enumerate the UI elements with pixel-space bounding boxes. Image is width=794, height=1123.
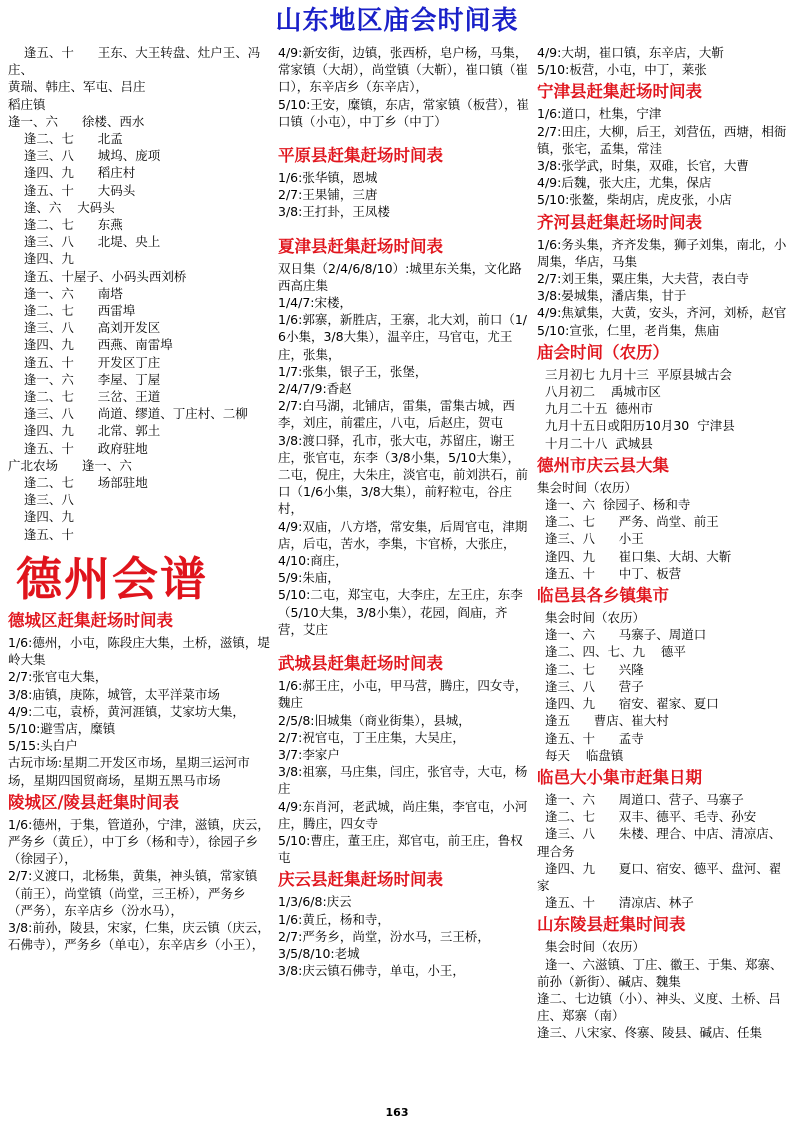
schedule-line: 3/8:庙镇，庚陈，城管，太平洋菜市场 (8, 686, 220, 702)
schedule-line: 4/9:后魏，张大庄，尤集，保店 (537, 175, 712, 191)
schedule-line: 2/7:严务乡，尚堂，汾水马，三王桥， (278, 928, 490, 944)
schedule-line: 逢三、八 北堤、央上 (8, 234, 161, 250)
schedule-line: 5/10:宣张，仁里，老肖集，焦庙 (537, 322, 720, 338)
schedule-line: 1/3/6/8:庆云 (278, 894, 352, 910)
schedule-line: 逢三、八宋家、佟寨、陵县、碱店、任集 (537, 1025, 763, 1041)
schedule-list (537, 791, 789, 911)
schedule-list (278, 260, 530, 638)
schedule-line: 逢二、七边镇（小）、神头、义度、土桥、吕庄、郑寨（南） (537, 990, 781, 1024)
column-1 (8, 44, 270, 953)
schedule-line: 广北农场 逢一、六 (8, 457, 132, 473)
page-title: 山东地区庙会时间表 (275, 6, 519, 36)
schedule-line: 逢一、六 南塔 (8, 285, 123, 301)
schedule-line: 逢五、十 (8, 526, 74, 542)
schedule-line: 5/10:二屯，郑宝屯，大李庄，左王庄，东李（5/10大集，3/8小集），花园，阎庙，齐营，艾庄 (278, 587, 523, 637)
schedule-line: 4/9:焦斌集，大黄，安头，齐河，刘桥，赵官 (537, 305, 787, 321)
schedule-line: 集会时间（农历） (537, 479, 638, 495)
schedule-line: 2/5/8:旧城集（商业街集），县城， (278, 712, 471, 728)
schedule-line: 5/10:避雪店，糜镇 (8, 720, 116, 736)
schedule-list (8, 634, 270, 789)
schedule-line: 3/8:前孙，陵县，宋家，仁集，庆云镇（庆云，石佛寺），严务乡（单屯），东辛店乡（小王）， (8, 919, 270, 953)
schedule-line: 1/4/7:宋楼， (278, 295, 352, 311)
schedule-line: 逢一、六 李屋、丁屋 (8, 371, 161, 387)
schedule-list (537, 236, 789, 339)
section-heading-lingcheng: 陵城区/陵县赶集时间表 (8, 792, 180, 812)
column-2 (278, 44, 530, 979)
schedule-line: 逢五、十 孟寺 (537, 730, 644, 746)
schedule-line: 5/10:曹庄，董王庄，郑官屯，前王庄，鲁权屯 (278, 832, 523, 866)
section-heading-linyi: 临邑县各乡镇集市 (537, 586, 669, 606)
schedule-line: 逢一、六 徐园子、杨和寺 (537, 497, 691, 513)
schedule-line: 2/7:白马湖，北铺店，雷集，雷集古城，西李，刘庄，前霍庄，八屯，后赵庄，贺屯 (278, 398, 515, 431)
schedule-line: 逢二、七 北孟 (8, 131, 123, 147)
schedule-line: 逢四、九 宿安、翟家、夏口 (537, 696, 719, 712)
schedule-line: 逢五、十 中丁、板营 (537, 565, 682, 581)
section-heading-linyi-dates: 临邑大小集市赶集日期 (537, 767, 702, 787)
schedule-line: 1/6:务头集，齐齐发集，狮子刘集，南北，小周集，华店，马集 (537, 236, 787, 269)
schedule-list (8, 816, 270, 954)
schedule-line: 1/6:张华镇，恩城 (278, 170, 378, 186)
schedule-line: 逢四、九 稻庄村 (8, 165, 136, 181)
schedule-line: 三月初七 九月十三 平原县城古会 (537, 366, 732, 382)
schedule-line: 逢一、六 周道口、营子、马寨子 (537, 791, 744, 807)
schedule-line: 逢二、七 东燕 (8, 217, 123, 233)
schedule-line: 逢一、六 徐楼、西水 (8, 113, 145, 129)
schedule-line: 逢三、八 高刘开发区 (8, 320, 161, 336)
section-heading-qingyun-market: 德州市庆云县大集 (537, 455, 669, 475)
schedule-line: 2/7:田庄，大柳，后王，刘营伍，西塘，相衙镇，张宅，孟集，常洼 (537, 123, 787, 156)
schedule-line: 逢四、九 崔口集、大胡、大靳 (537, 548, 732, 564)
schedule-line: 逢四、九 夏口、宿安、德平、盘河、翟家 (537, 860, 782, 893)
schedule-line: 逢五、十 王东、大王转盘、灶户王、冯庄、 (8, 45, 261, 78)
schedule-line: 1/6:德州，于集，管道孙，宁津，滋镇，庆云，严务乡（黄丘），中丁乡（杨和寺），徐园子乡（徐园子）， (8, 816, 270, 867)
schedule-line: 3/8:渡口驿，孔市，张大屯，苏留庄，谢王庄，张官屯，东李（3/8小集，5/10大集），二屯，倪庄，大朱庄，淡官屯，前刘洪石，前口（1/6小集，3/8大集），前籽粒屯，谷庄村， (278, 432, 529, 517)
schedule-line: 逢五、十 清凉店、林子 (537, 895, 694, 911)
schedule-line: 5/15:头白户 (8, 738, 78, 754)
schedule-line: 逢五 曹店、崔大村 (537, 713, 669, 729)
schedule-line: 3/8:王打卦，王凤楼 (278, 204, 390, 220)
schedule-line: 双日集（2/4/6/8/10）:城里东关集，文化路西高庄集 (278, 260, 522, 293)
schedule-line: 3/8:祖寨，马庄集，闫庄，张官寺，大屯，杨庄 (278, 764, 528, 797)
schedule-line: 1/6:郝王庄，小屯，甲马营，腾庄，四女寺，魏庄 (278, 678, 528, 711)
section-heading-xiajin: 夏津县赶集赶场时间表 (278, 236, 443, 256)
schedule-list (537, 105, 789, 208)
schedule-line: 逢二、七 场部驻地 (8, 475, 148, 491)
section-heading-wucheng: 武城县赶集赶场时间表 (278, 654, 443, 674)
section-heading-decheng: 德城区赶集赶场时间表 (8, 610, 173, 630)
schedule-line: 3/7:李家户 (278, 746, 340, 762)
schedule-line: 稻庄镇 (8, 96, 46, 112)
schedule-line: 逢二、七 兴隆 (537, 661, 644, 677)
schedule-line: 5/9:朱庙， (278, 570, 340, 586)
schedule-line: 4/9:双庙，八方塔，常安集，后周官屯，津期店，后屯，苦水，李集，卞官桥，大张庄， (278, 518, 528, 551)
schedule-list (537, 366, 789, 452)
schedule-list (8, 44, 270, 543)
schedule-line: 4/9:二屯，袁桥，黄河涯镇，艾家坊大集， (8, 703, 245, 719)
schedule-line: 逢四、九 (8, 509, 74, 525)
schedule-line: 逢三、八 小王 (537, 531, 644, 547)
schedule-line: 逢三、八 朱楼、理合、中店、清凉店、理合务 (537, 826, 782, 859)
schedule-list (537, 609, 789, 764)
schedule-line: 逢一、六滋镇、丁庄、徽王、于集、郑寨、前孙（新街）、碱店、魏集 (537, 956, 783, 989)
schedule-line: 逢、六 大码头 (8, 199, 115, 215)
schedule-line: 逢一、六 马寨子、周道口 (537, 627, 707, 643)
schedule-line: 逢三、八 营子 (537, 678, 644, 694)
section-heading-lingxian: 山东陵县赶集时间表 (537, 915, 686, 935)
schedule-line: 3/8:晏城集，潘店集，甘于 (537, 288, 687, 304)
schedule-line: 4/9:新安街，边镇，张西桥，皂户杨，马集，常家镇（大胡），尚堂镇（大靳），崔口镇（崔口），东辛店乡（东辛店）， (278, 45, 529, 95)
schedule-line: 1/7:张集，银子王，张堡， (278, 363, 428, 379)
schedule-line: 4/9:大胡，崔口镇，东辛店，大靳 (537, 45, 724, 60)
schedule-line: 逢五、十屋子、小码头西刘桥 (8, 268, 187, 284)
schedule-line: 九月十五日或阳历10月30 宁津县 (537, 418, 735, 434)
schedule-line: 逢三、八 城坞、庞项 (8, 148, 161, 164)
schedule-line: 逢三、八 (8, 492, 74, 508)
schedule-list (278, 44, 530, 130)
schedule-line: 4/10:商庄， (278, 553, 348, 569)
schedule-list (537, 938, 789, 1041)
section-heading-qihe: 齐河县赶集赶场时间表 (537, 212, 702, 232)
schedule-line: 逢二、七 双丰、德平、毛寺、孙安 (537, 809, 757, 825)
schedule-line: 逢二、七 西雷埠 (8, 303, 136, 319)
schedule-line: 逢四、九 西燕、南雷埠 (8, 337, 173, 353)
schedule-line: 1/6:道口，杜集，宁津 (537, 106, 662, 122)
schedule-line: 3/8:张学武，时集，双碓，长官，大曹 (537, 158, 749, 174)
section-heading-ningjin: 宁津县赶集赶场时间表 (537, 82, 702, 102)
schedule-line: 5/10:王安，糜镇，东店，常家镇（板营），崔口镇（小屯），中丁乡（中丁） (278, 96, 530, 129)
schedule-line: 5/10:张鳌，柴胡店，虎皮张，小店 (537, 192, 732, 208)
schedule-line: 每天 临盘镇 (537, 747, 624, 763)
schedule-line: 4/9:东肖河，老武城，尚庄集，李官屯，小河庄，腾庄，四女寺 (278, 798, 528, 831)
schedule-line: 5/10:板营，小屯，中丁，莱张 (537, 62, 707, 78)
schedule-line: 2/7:张官屯大集， (8, 669, 108, 685)
schedule-line: 3/8:庆云镇石佛寺，单屯，小王， (278, 963, 465, 979)
schedule-line: 2/7:刘王集，粟庄集，大夫营，表白寺 (537, 271, 749, 287)
schedule-line: 2/7:王果铺，三唐 (278, 187, 378, 203)
schedule-line: 1/6:德州，小屯，陈段庄大集，土桥，滋镇，堤岭大集 (8, 634, 270, 668)
schedule-line: 九月二十五 德州市 (537, 401, 653, 417)
schedule-line: 2/4/7/9:香赵 (278, 381, 352, 397)
schedule-line: 逢五、十 政府驻地 (8, 440, 148, 456)
schedule-line: 2/7:祝官屯，丁王庄集，大吴庄， (278, 729, 465, 745)
schedule-line: 古玩市场:星期二开发区市场，星期三运河市场，星期四国贸商场，星期五黑马市场 (8, 755, 250, 788)
column-3 (537, 44, 789, 1042)
schedule-line: 逢三、八 尚道、缪道、丁庄村、二柳 (8, 406, 248, 422)
schedule-line: 2/7:义渡口，北杨集，黄集，神头镇，常家镇（前王），尚堂镇（尚堂，三王桥），严务乡（严务），东辛店乡（汾水马）， (8, 868, 258, 918)
schedule-list (537, 479, 789, 582)
section-heading-temple-fair: 庙会时间（农历） (537, 342, 669, 362)
schedule-line: 3/5/8/10:老城 (278, 945, 360, 961)
section-heading-qingyun: 庆云县赶集赶场时间表 (278, 870, 443, 890)
schedule-list (278, 677, 530, 866)
schedule-line: 逢四、九 北常、郭土 (8, 423, 161, 439)
schedule-line: 1/6:郭寨，新胜店，王寨，北大刘，前口（1/6小集，3/8大集），温辛庄，马官屯，尤王庄，张集， (278, 312, 527, 362)
schedule-line: 集会时间（农历） (537, 939, 645, 955)
schedule-list (537, 44, 789, 78)
schedule-line: 逢二、四、七、九 德平 (537, 644, 686, 660)
schedule-line: 集会时间（农历） (537, 610, 645, 626)
schedule-line: 逢五、十 开发区丁庄 (8, 354, 161, 370)
schedule-list (278, 893, 530, 979)
schedule-line: 1/6:黄丘，杨和寺， (278, 911, 390, 927)
page-number: 163 (385, 1106, 409, 1119)
schedule-line: 逢二、七 三岔、王道 (8, 389, 161, 405)
section-heading-pingyuan: 平原县赶集赶场时间表 (278, 146, 443, 166)
schedule-line: 逢四、九 (8, 251, 74, 267)
schedule-line: 逢五、十 大码头 (8, 182, 136, 198)
schedule-line: 八月初二 禹城市区 (537, 384, 661, 400)
section-banner-dezhou: 德州会谱 (16, 551, 208, 606)
schedule-line: 逢二、七 严务、尚堂、前王 (537, 514, 719, 530)
schedule-line: 十月二十八 武城县 (537, 435, 653, 451)
schedule-list (278, 169, 530, 221)
schedule-line: 黄瑞、韩庄、军屯、吕庄 (8, 79, 146, 95)
